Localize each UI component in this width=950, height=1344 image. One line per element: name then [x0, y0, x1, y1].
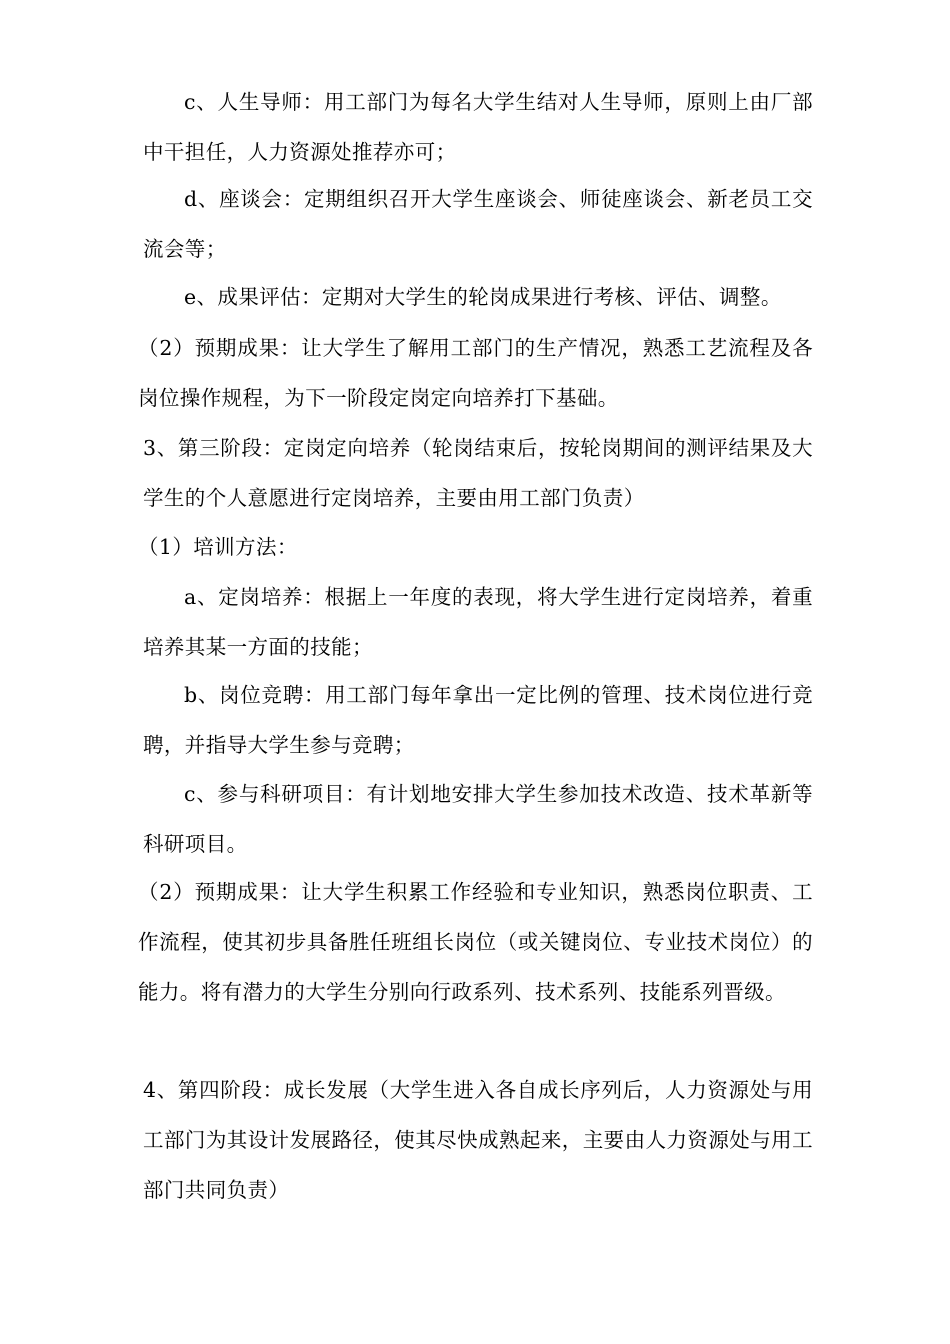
paragraph-expected-result-3: （2）预期成果：让大学生积累工作经验和专业知识，熟悉岗位职责、工作流程，使其初步具备胜任班组长岗位（或关键岗位、专业技术岗位）的能力。将有潜力的大学生分别向行政系列、技术系列、技能系列晋级。 — [138, 880, 813, 1004]
section-heading-stage-4: 4、第四阶段：成长发展（大学生进入各自成长序列后，人力资源处与用工部门为其设计发展路径，使其尽快成熟起来，主要由人力资源处与用工部门共同负责） — [143, 1078, 813, 1202]
paragraph-research-projects: c、参与科研项目：有计划地安排大学生参加技术改造、技术革新等科研项目。 — [143, 782, 813, 856]
paragraph-expected-result-2: （2）预期成果：让大学生了解用工部门的生产情况，熟悉工艺流程及各岗位操作规程，为下一阶段定岗定向培养打下基础。 — [138, 336, 813, 410]
paragraph-life-mentor: c、人生导师：用工部门为每名大学生结对人生导师，原则上由厂部中干担任，人力资源处推荐亦可； — [143, 90, 813, 164]
paragraph-result-evaluation: e、成果评估：定期对大学生的轮岗成果进行考核、评估、调整。 — [184, 285, 782, 309]
subheading-training-method: （1）培训方法： — [138, 535, 298, 559]
paragraph-position-training: a、定岗培养：根据上一年度的表现，将大学生进行定岗培养，着重培养其某一方面的技能； — [143, 585, 813, 659]
section-heading-stage-3: 3、第三阶段：定岗定向培养（轮岗结束后，按轮岗期间的测评结果及大学生的个人意愿进行定岗培养，主要由用工部门负责） — [143, 436, 813, 510]
paragraph-symposium: d、座谈会：定期组织召开大学生座谈会、师徒座谈会、新老员工交流会等； — [143, 187, 813, 261]
paragraph-position-competition: b、岗位竞聘：用工部门每年拿出一定比例的管理、技术岗位进行竞聘，并指导大学生参与竞聘； — [143, 683, 813, 757]
